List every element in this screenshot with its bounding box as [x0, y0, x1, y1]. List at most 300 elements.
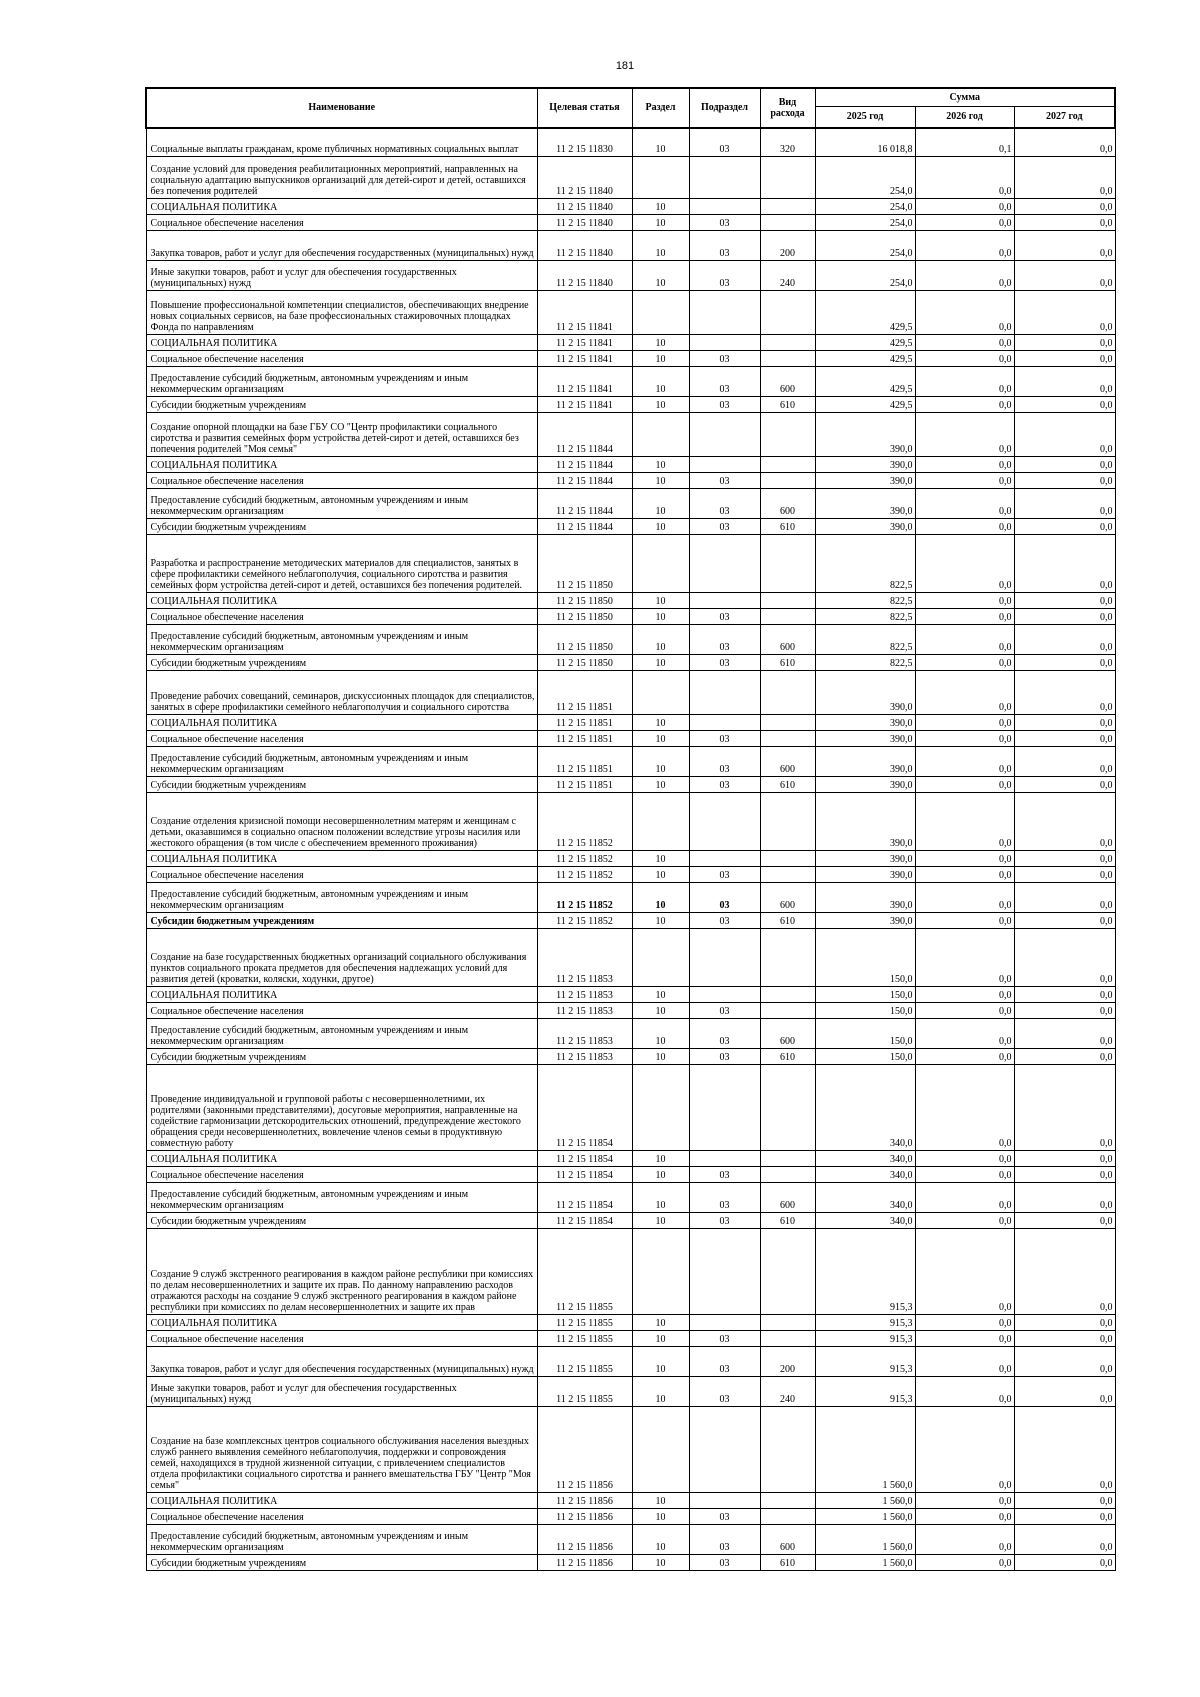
row-kind: [760, 1406, 815, 1492]
row-name: Предоставление субсидий бюджетным, автономным учреждениям и иным некоммерческим организациям: [146, 1018, 537, 1048]
row-sum-2026: 0,0: [915, 776, 1014, 792]
row-target-code: 11 2 15 11856: [537, 1554, 632, 1570]
row-sum-2027: 0,0: [1014, 534, 1115, 592]
row-sum-2027: 0,0: [1014, 1166, 1115, 1182]
row-target-code: 11 2 15 11852: [537, 866, 632, 882]
row-sum-2026: 0,0: [915, 334, 1014, 350]
row-name: СОЦИАЛЬНАЯ ПОЛИТИКА: [146, 592, 537, 608]
row-name: Социальное обеспечение населения: [146, 214, 537, 230]
row-target-code: 11 2 15 11844: [537, 518, 632, 534]
row-sum-2026: 0,0: [915, 1048, 1014, 1064]
row-sum-2026: 0,0: [915, 1064, 1014, 1150]
table-row: [146, 714, 1115, 730]
row-sum-2026: 0,0: [915, 624, 1014, 654]
row-name: Предоставление субсидий бюджетным, автономным учреждениям и иным некоммерческим организациям: [146, 488, 537, 518]
row-kind: 600: [760, 1182, 815, 1212]
row-sum-2027: 0,0: [1014, 714, 1115, 730]
row-subsection: [689, 1492, 760, 1508]
table-row: [146, 1314, 1115, 1330]
row-sum-2027: 0,0: [1014, 654, 1115, 670]
row-subsection: 03: [689, 488, 760, 518]
row-kind: [760, 534, 815, 592]
row-sum-2026: 0,0: [915, 1228, 1014, 1314]
row-target-code: 11 2 15 11844: [537, 456, 632, 472]
row-subsection: [689, 1314, 760, 1330]
row-sum-2026: 0,0: [915, 714, 1014, 730]
row-sum-2027: 0,0: [1014, 518, 1115, 534]
row-sum-2026: 0,0: [915, 986, 1014, 1002]
row-target-code: 11 2 15 11841: [537, 334, 632, 350]
table-row: [146, 534, 1115, 592]
row-subsection: 03: [689, 366, 760, 396]
row-name: Разработка и распространение методических материалов для специалистов, занятых в сфере профилактики семейного неблагополучия, социального сиротства и развития семейных форм устройства детей-сирот и детей, оставшихся без попечения родителей.: [146, 534, 537, 592]
row-section: 10: [632, 1018, 689, 1048]
row-subsection: 03: [689, 624, 760, 654]
row-name: СОЦИАЛЬНАЯ ПОЛИТИКА: [146, 714, 537, 730]
header-2026: 2026 год: [915, 106, 1014, 128]
row-subsection: [689, 1150, 760, 1166]
header-2025: 2025 год: [815, 106, 915, 128]
row-target-code: 11 2 15 11840: [537, 260, 632, 290]
row-subsection: 03: [689, 654, 760, 670]
row-sum-2025: 390,0: [815, 714, 915, 730]
table-row: [146, 488, 1115, 518]
row-name: Социальное обеспечение населения: [146, 1002, 537, 1018]
table-body: [146, 128, 1115, 1570]
table-row: [146, 776, 1115, 792]
row-name: Повышение профессиональной компетенции специалистов, обеспечивающих внедрение новых социальных сервисов, на базе профессиональных стажировочных площадках Фонда по направлениям: [146, 290, 537, 334]
row-sum-2025: 254,0: [815, 198, 915, 214]
table-row: [146, 670, 1115, 714]
row-kind: 610: [760, 1212, 815, 1228]
row-sum-2027: 0,0: [1014, 1508, 1115, 1524]
row-sum-2027: 0,0: [1014, 670, 1115, 714]
row-name: Социальное обеспечение населения: [146, 1330, 537, 1346]
row-section: [632, 928, 689, 986]
row-sum-2025: 429,5: [815, 290, 915, 334]
row-subsection: 03: [689, 1018, 760, 1048]
row-subsection: 03: [689, 776, 760, 792]
row-name: Создание условий для проведения реабилитационных мероприятий, направленных на социальную адаптацию выпускников организаций для детей-сирот и детей, оставшихся без попечения родителей: [146, 156, 537, 198]
row-section: [632, 670, 689, 714]
row-name: Закупка товаров, работ и услуг для обеспечения государственных (муниципальных) нужд: [146, 230, 537, 260]
row-section: 10: [632, 654, 689, 670]
row-sum-2026: 0,0: [915, 730, 1014, 746]
row-subsection: 03: [689, 214, 760, 230]
row-subsection: 03: [689, 1048, 760, 1064]
table-row: [146, 290, 1115, 334]
row-sum-2026: 0,0: [915, 230, 1014, 260]
row-target-code: 11 2 15 11856: [537, 1492, 632, 1508]
row-section: 10: [632, 1330, 689, 1346]
row-subsection: [689, 714, 760, 730]
row-sum-2025: 915,3: [815, 1376, 915, 1406]
row-sum-2025: 915,3: [815, 1228, 915, 1314]
row-kind: 610: [760, 396, 815, 412]
row-sum-2026: 0,0: [915, 1406, 1014, 1492]
row-name: Субсидии бюджетным учреждениям: [146, 1554, 537, 1570]
table-row: [146, 1150, 1115, 1166]
row-sum-2025: 390,0: [815, 850, 915, 866]
row-section: 10: [632, 912, 689, 928]
row-subsection: [689, 156, 760, 198]
row-sum-2025: 915,3: [815, 1330, 915, 1346]
row-sum-2026: 0,0: [915, 534, 1014, 592]
table-row: [146, 1048, 1115, 1064]
row-subsection: 03: [689, 1524, 760, 1554]
row-section: 10: [632, 350, 689, 366]
row-target-code: 11 2 15 11854: [537, 1182, 632, 1212]
row-sum-2026: 0,0: [915, 488, 1014, 518]
row-kind: 610: [760, 912, 815, 928]
row-sum-2026: 0,0: [915, 518, 1014, 534]
table-row: [146, 518, 1115, 534]
row-section: 10: [632, 1508, 689, 1524]
row-sum-2027: 0,0: [1014, 608, 1115, 624]
row-name: Создание 9 служб экстренного реагирования в каждом районе республики при комиссиях по делам несовершеннолетних и защите их прав. По данному направлению расходов отражаются расходы на создание 9 служб экстренного реагирования в каждом районе республики при комиссиях по делам несовершеннолетних и защите их прав: [146, 1228, 537, 1314]
row-sum-2026: 0,0: [915, 214, 1014, 230]
row-subsection: 03: [689, 472, 760, 488]
row-section: 10: [632, 1212, 689, 1228]
row-name: Субсидии бюджетным учреждениям: [146, 912, 537, 928]
row-kind: [760, 1166, 815, 1182]
row-name: Субсидии бюджетным учреждениям: [146, 396, 537, 412]
row-section: 10: [632, 1048, 689, 1064]
table-row: [146, 928, 1115, 986]
row-name: Иные закупки товаров, работ и услуг для обеспечения государственных (муниципальных) нужд: [146, 1376, 537, 1406]
row-name: Иные закупки товаров, работ и услуг для обеспечения государственных (муниципальных) нужд: [146, 260, 537, 290]
header-kind: Вид расхода: [760, 88, 815, 128]
table-row: [146, 1064, 1115, 1150]
row-target-code: 11 2 15 11852: [537, 850, 632, 866]
row-subsection: 03: [689, 608, 760, 624]
row-target-code: 11 2 15 11841: [537, 290, 632, 334]
row-name: Проведение рабочих совещаний, семинаров, дискуссионных площадок для специалистов, занятых в сфере профилактики семейного неблагополучия и социального сиротства: [146, 670, 537, 714]
row-section: [632, 534, 689, 592]
budget-table: [145, 87, 1116, 1571]
row-section: [632, 792, 689, 850]
row-name: Субсидии бюджетным учреждениям: [146, 1048, 537, 1064]
row-sum-2026: 0,0: [915, 866, 1014, 882]
row-target-code: 11 2 15 11851: [537, 746, 632, 776]
row-sum-2026: 0,0: [915, 608, 1014, 624]
row-kind: 600: [760, 1018, 815, 1048]
row-sum-2027: 0,0: [1014, 198, 1115, 214]
row-target-code: 11 2 15 11855: [537, 1376, 632, 1406]
row-sum-2027: 0,0: [1014, 866, 1115, 882]
row-sum-2027: 0,0: [1014, 928, 1115, 986]
row-name: Предоставление субсидий бюджетным, автономным учреждениям и иным некоммерческим организациям: [146, 1182, 537, 1212]
row-sum-2027: 0,0: [1014, 1330, 1115, 1346]
table-row: [146, 456, 1115, 472]
row-section: 10: [632, 730, 689, 746]
row-name: СОЦИАЛЬНАЯ ПОЛИТИКА: [146, 198, 537, 214]
row-name: Социальное обеспечение населения: [146, 472, 537, 488]
table-row: [146, 1346, 1115, 1376]
row-sum-2025: 254,0: [815, 214, 915, 230]
header-target: Целевая статья: [537, 88, 632, 128]
row-sum-2027: 0,0: [1014, 290, 1115, 334]
row-sum-2027: 0,0: [1014, 350, 1115, 366]
row-sum-2026: 0,0: [915, 1018, 1014, 1048]
row-kind: 610: [760, 1554, 815, 1570]
row-target-code: 11 2 15 11841: [537, 396, 632, 412]
table-row: [146, 1524, 1115, 1554]
row-name: Субсидии бюджетным учреждениям: [146, 776, 537, 792]
row-target-code: 11 2 15 11850: [537, 654, 632, 670]
row-target-code: 11 2 15 11853: [537, 1002, 632, 1018]
table-row: [146, 1212, 1115, 1228]
header-2027: 2027 год: [1014, 106, 1115, 128]
row-target-code: 11 2 15 11854: [537, 1064, 632, 1150]
table-row: [146, 850, 1115, 866]
row-sum-2026: 0,0: [915, 792, 1014, 850]
row-sum-2026: 0,0: [915, 1492, 1014, 1508]
row-sum-2027: 0,0: [1014, 230, 1115, 260]
row-sum-2027: 0,0: [1014, 472, 1115, 488]
row-sum-2027: 0,0: [1014, 214, 1115, 230]
row-sum-2026: 0,0: [915, 1376, 1014, 1406]
row-sum-2025: 822,5: [815, 592, 915, 608]
row-sum-2025: 340,0: [815, 1150, 915, 1166]
row-kind: 610: [760, 776, 815, 792]
row-section: [632, 1064, 689, 1150]
row-kind: [760, 928, 815, 986]
row-kind: [760, 608, 815, 624]
row-section: 10: [632, 608, 689, 624]
row-target-code: 11 2 15 11853: [537, 986, 632, 1002]
row-sum-2026: 0,0: [915, 1166, 1014, 1182]
row-kind: [760, 670, 815, 714]
row-sum-2026: 0,0: [915, 1330, 1014, 1346]
row-name: СОЦИАЛЬНАЯ ПОЛИТИКА: [146, 986, 537, 1002]
row-sum-2026: 0,0: [915, 1554, 1014, 1570]
row-sum-2026: 0,0: [915, 928, 1014, 986]
row-section: 10: [632, 1492, 689, 1508]
row-subsection: [689, 592, 760, 608]
row-sum-2027: 0,0: [1014, 1212, 1115, 1228]
row-sum-2027: 0,0: [1014, 1524, 1115, 1554]
row-section: 10: [632, 1002, 689, 1018]
row-subsection: 03: [689, 396, 760, 412]
row-kind: [760, 350, 815, 366]
row-sum-2027: 0,0: [1014, 1492, 1115, 1508]
row-subsection: 03: [689, 746, 760, 776]
row-section: 10: [632, 1346, 689, 1376]
row-sum-2025: 1 560,0: [815, 1524, 915, 1554]
row-name: Создание на базе государственных бюджетных организаций социального обслуживания пунктов социального проката предметов для обеспечения надлежащих условий для развития детей (кроватки, коляски, ходунки, другое): [146, 928, 537, 986]
row-target-code: 11 2 15 11851: [537, 670, 632, 714]
row-sum-2025: 390,0: [815, 472, 915, 488]
row-section: [632, 156, 689, 198]
row-target-code: 11 2 15 11856: [537, 1508, 632, 1524]
row-kind: [760, 334, 815, 350]
table-row: [146, 156, 1115, 198]
row-sum-2025: 822,5: [815, 624, 915, 654]
row-name: Предоставление субсидий бюджетным, автономным учреждениям и иным некоммерческим организациям: [146, 1524, 537, 1554]
row-kind: [760, 1002, 815, 1018]
row-sum-2026: 0,0: [915, 592, 1014, 608]
table-row: [146, 912, 1115, 928]
row-name: Предоставление субсидий бюджетным, автономным учреждениям и иным некоммерческим организациям: [146, 882, 537, 912]
row-target-code: 11 2 15 11853: [537, 1018, 632, 1048]
table-row: [146, 1182, 1115, 1212]
row-section: [632, 1228, 689, 1314]
row-subsection: 03: [689, 1376, 760, 1406]
row-name: Создание опорной площадки на базе ГБУ СО "Центр профилактики социального сиротства и развития семейных форм устройства детей-сирот и детей, оставшихся без попечения родителей "Моя семья": [146, 412, 537, 456]
row-kind: [760, 714, 815, 730]
row-sum-2027: 0,0: [1014, 746, 1115, 776]
row-sum-2026: 0,0: [915, 882, 1014, 912]
row-sum-2027: 0,0: [1014, 456, 1115, 472]
table-row: [146, 128, 1115, 156]
row-name: Социальное обеспечение населения: [146, 730, 537, 746]
row-subsection: [689, 534, 760, 592]
row-target-code: 11 2 15 11850: [537, 608, 632, 624]
row-sum-2025: 150,0: [815, 928, 915, 986]
table-row: [146, 624, 1115, 654]
row-sum-2025: 822,5: [815, 534, 915, 592]
row-name: Субсидии бюджетным учреждениям: [146, 654, 537, 670]
row-target-code: 11 2 15 11844: [537, 412, 632, 456]
row-target-code: 11 2 15 11856: [537, 1406, 632, 1492]
row-target-code: 11 2 15 11850: [537, 624, 632, 654]
row-target-code: 11 2 15 11840: [537, 156, 632, 198]
row-sum-2025: 390,0: [815, 456, 915, 472]
row-sum-2027: 0,0: [1014, 1002, 1115, 1018]
row-section: 10: [632, 230, 689, 260]
row-target-code: 11 2 15 11844: [537, 472, 632, 488]
row-sum-2025: 390,0: [815, 912, 915, 928]
row-kind: 600: [760, 1524, 815, 1554]
row-name: Проведение индивидуальной и групповой работы с несовершеннолетними, их родителями (законными представителями), досуговые мероприятия, направленные на содействие гармонизации детскородительских отношений, предупреждение жестокого обращения среди несовершеннолетних, вовлечение членов семьи в продуктивную совместную работу: [146, 1064, 537, 1150]
row-subsection: 03: [689, 730, 760, 746]
row-sum-2026: 0,0: [915, 290, 1014, 334]
row-name: Закупка товаров, работ и услуг для обеспечения государственных (муниципальных) нужд: [146, 1346, 537, 1376]
row-name: СОЦИАЛЬНАЯ ПОЛИТИКА: [146, 334, 537, 350]
table-row: [146, 1492, 1115, 1508]
table-row: [146, 260, 1115, 290]
header-section: Раздел: [632, 88, 689, 128]
row-sum-2027: 0,0: [1014, 1406, 1115, 1492]
row-name: Субсидии бюджетным учреждениям: [146, 1212, 537, 1228]
row-sum-2025: 390,0: [815, 776, 915, 792]
row-section: 10: [632, 986, 689, 1002]
row-name: Субсидии бюджетным учреждениям: [146, 518, 537, 534]
table-row: [146, 396, 1115, 412]
row-sum-2026: 0,0: [915, 1508, 1014, 1524]
row-subsection: 03: [689, 1212, 760, 1228]
row-section: 10: [632, 1182, 689, 1212]
row-sum-2025: 390,0: [815, 866, 915, 882]
row-kind: [760, 1064, 815, 1150]
row-kind: 610: [760, 518, 815, 534]
row-sum-2027: 0,0: [1014, 1150, 1115, 1166]
row-section: 10: [632, 746, 689, 776]
row-sum-2025: 150,0: [815, 1018, 915, 1048]
row-name: Социальное обеспечение населения: [146, 1508, 537, 1524]
row-section: 10: [632, 592, 689, 608]
row-target-code: 11 2 15 11854: [537, 1150, 632, 1166]
row-subsection: [689, 850, 760, 866]
row-target-code: 11 2 15 11830: [537, 128, 632, 156]
table-row: [146, 1330, 1115, 1346]
row-sum-2025: 340,0: [815, 1182, 915, 1212]
row-sum-2026: 0,0: [915, 456, 1014, 472]
row-kind: [760, 866, 815, 882]
row-subsection: [689, 334, 760, 350]
row-kind: 600: [760, 366, 815, 396]
row-sum-2025: 429,5: [815, 366, 915, 396]
row-sum-2025: 390,0: [815, 488, 915, 518]
row-subsection: 03: [689, 1508, 760, 1524]
row-kind: [760, 472, 815, 488]
row-target-code: 11 2 15 11855: [537, 1314, 632, 1330]
row-subsection: [689, 928, 760, 986]
row-sum-2025: 429,5: [815, 350, 915, 366]
row-subsection: 03: [689, 882, 760, 912]
row-sum-2027: 0,0: [1014, 1064, 1115, 1150]
row-sum-2027: 0,0: [1014, 260, 1115, 290]
row-sum-2027: 0,0: [1014, 592, 1115, 608]
table-row: [146, 1002, 1115, 1018]
row-section: [632, 290, 689, 334]
row-target-code: 11 2 15 11841: [537, 350, 632, 366]
row-sum-2026: 0,0: [915, 350, 1014, 366]
row-kind: [760, 1508, 815, 1524]
row-kind: 200: [760, 230, 815, 260]
table-row: [146, 1018, 1115, 1048]
row-sum-2025: 390,0: [815, 730, 915, 746]
row-section: 10: [632, 1166, 689, 1182]
row-sum-2026: 0,0: [915, 654, 1014, 670]
table-row: [146, 198, 1115, 214]
row-sum-2025: 150,0: [815, 986, 915, 1002]
row-kind: [760, 156, 815, 198]
row-sum-2026: 0,0: [915, 1150, 1014, 1166]
row-name: Социальное обеспечение населения: [146, 350, 537, 366]
row-name: Предоставление субсидий бюджетным, автономным учреждениям и иным некоммерческим организациям: [146, 624, 537, 654]
table-row: [146, 882, 1115, 912]
page-number: 181: [615, 60, 635, 72]
row-section: 10: [632, 488, 689, 518]
row-name: СОЦИАЛЬНАЯ ПОЛИТИКА: [146, 456, 537, 472]
row-kind: 240: [760, 1376, 815, 1406]
table-row: [146, 1376, 1115, 1406]
row-section: 10: [632, 624, 689, 654]
row-target-code: 11 2 15 11840: [537, 230, 632, 260]
row-section: 10: [632, 850, 689, 866]
row-sum-2027: 0,0: [1014, 128, 1115, 156]
row-kind: [760, 1314, 815, 1330]
table-row: [146, 1554, 1115, 1570]
row-kind: [760, 1330, 815, 1346]
row-section: 10: [632, 214, 689, 230]
row-kind: [760, 412, 815, 456]
row-section: 10: [632, 396, 689, 412]
row-sum-2026: 0,0: [915, 472, 1014, 488]
row-sum-2025: 822,5: [815, 608, 915, 624]
row-target-code: 11 2 15 11852: [537, 792, 632, 850]
row-sum-2025: 1 560,0: [815, 1406, 915, 1492]
row-sum-2025: 16 018,8: [815, 128, 915, 156]
row-sum-2027: 0,0: [1014, 850, 1115, 866]
row-kind: 240: [760, 260, 815, 290]
table-row: [146, 592, 1115, 608]
row-sum-2025: 254,0: [815, 230, 915, 260]
row-sum-2025: 340,0: [815, 1212, 915, 1228]
row-sum-2025: 390,0: [815, 882, 915, 912]
